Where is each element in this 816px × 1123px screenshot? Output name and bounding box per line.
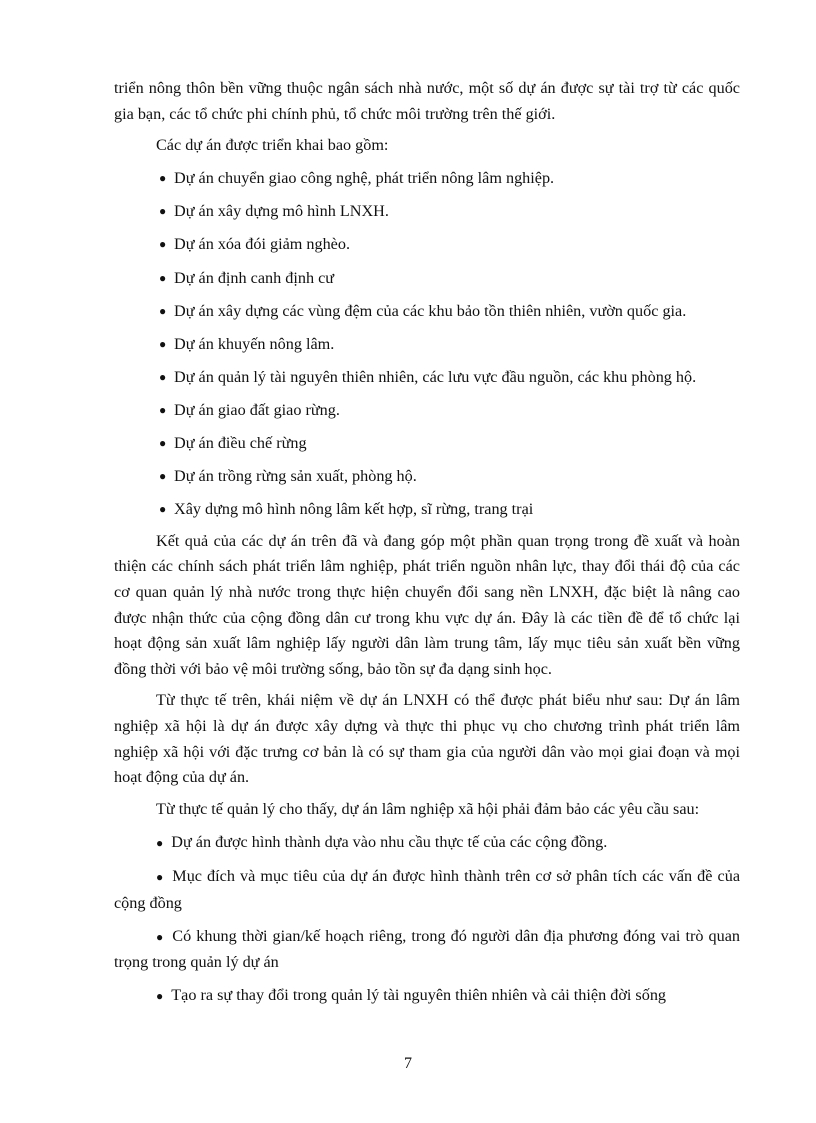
list-item: ● Tạo ra sự thay đổi trong quản lý tài nguyên thiên nhiên và cải thiện đời sống (156, 986, 667, 1005)
requirements-intro-paragraph: Từ thực tế quản lý cho thấy, dự án lâm nghiệp xã hội phải đảm bảo các yêu cầu sau: (156, 799, 700, 818)
list-item: ● Dự án điều chế rừng (114, 431, 740, 457)
list-item: ● Dự án xóa đói giảm nghèo. (114, 232, 740, 258)
list-item: ● Xây dựng mô hình nông lâm kết hợp, sĩ rừng, trang trại (114, 497, 740, 523)
project-type-list (114, 166, 740, 523)
bullet-icon: ● (159, 204, 167, 219)
bullet-icon: ● (156, 869, 165, 884)
list-intro-paragraph: Các dự án được triển khai bao gồm: (156, 136, 389, 155)
bullet-icon: ● (156, 989, 164, 1004)
requirement-list (114, 830, 740, 1010)
list-item: ● Có khung thời gian/kế hoạch riêng, trong đó người dân địa phương đóng vai trò quan trọng trong quản lý dự án (114, 926, 740, 972)
list-item: ● Mục đích và mục tiêu của dự án được hình thành trên cơ sở phân tích các vấn đề của cộng đồng (114, 866, 741, 912)
list-item: ● Dự án định canh định cư (114, 266, 740, 292)
bullet-icon: ● (159, 336, 167, 351)
page-number: 7 (404, 1055, 412, 1072)
bullet-icon: ● (159, 402, 167, 417)
bullet-icon: ● (159, 436, 167, 451)
bullet-icon: ● (159, 171, 167, 186)
list-item: ● Dự án quản lý tài nguyên thiên nhiên, các lưu vực đầu nguồn, các khu phòng hộ. (114, 365, 740, 391)
bullet-icon: ● (156, 835, 164, 850)
results-paragraph: Kết quả của các dự án trên đã và đang góp một phần quan trọng trong đề xuất và hoàn thiện các chính sách phát triển lâm nghiệp, phát triển nguồn nhân lực, thay đổi thái độ của các cơ quan quản lý nhà nước trong thực hiện chuyển đổi sang nền LNXH, đặc biệt là nâng cao được nhận thức của cộng đồng dân cư trong khu vực dự án. Đây là các tiền đề để tổ chức lại hoạt động sản xuất lâm nghiệp lấy người dân làm trung tâm, lấy mục tiêu sản xuất bền vững đồng thời với bảo vệ môi trường sống, bảo tồn sự đa dạng sinh học. (114, 531, 740, 678)
list-item: ● Dự án chuyển giao công nghệ, phát triển nông lâm nghiệp. (114, 166, 740, 192)
bullet-icon: ● (159, 502, 167, 517)
list-item: ● Dự án xây dựng các vùng đệm của các khu bảo tồn thiên nhiên, vườn quốc gia. (114, 299, 740, 325)
bullet-icon: ● (159, 369, 167, 384)
list-item: ● Dự án trồng rừng sản xuất, phòng hộ. (114, 464, 740, 490)
bullet-icon: ● (159, 237, 167, 252)
bullet-icon: ● (156, 929, 165, 944)
definition-paragraph: Từ thực tế trên, khái niệm về dự án LNXH có thể được phát biểu như sau: Dự án lâm nghiệp xã hội là dự án được xây dựng và thực thi phục vụ cho chương trình phát triển lâm nghiệp xã hội với đặc trưng cơ bản là có sự tham gia của người dân vào mọi giai đoạn và mọi hoạt động của dự án. (114, 691, 740, 787)
paragraph-continued: triển nông thôn bền vững thuộc ngân sách nhà nước, một số dự án được sự tài trợ từ các quốc gia bạn, các tổ chức phi chính phủ, tổ chức môi trường trên thế giới. (114, 79, 740, 123)
list-item: ● Dự án được hình thành dựa vào nhu cầu thực tế của các cộng đồng. (156, 832, 608, 851)
document-body (114, 76, 740, 1010)
list-item: ● Dự án xây dựng mô hình LNXH. (114, 199, 740, 225)
list-item: ● Dự án khuyến nông lâm. (114, 332, 740, 358)
bullet-icon: ● (159, 270, 167, 285)
bullet-icon: ● (159, 303, 167, 318)
bullet-icon: ● (159, 469, 167, 484)
list-item: ● Dự án giao đất giao rừng. (114, 398, 740, 424)
